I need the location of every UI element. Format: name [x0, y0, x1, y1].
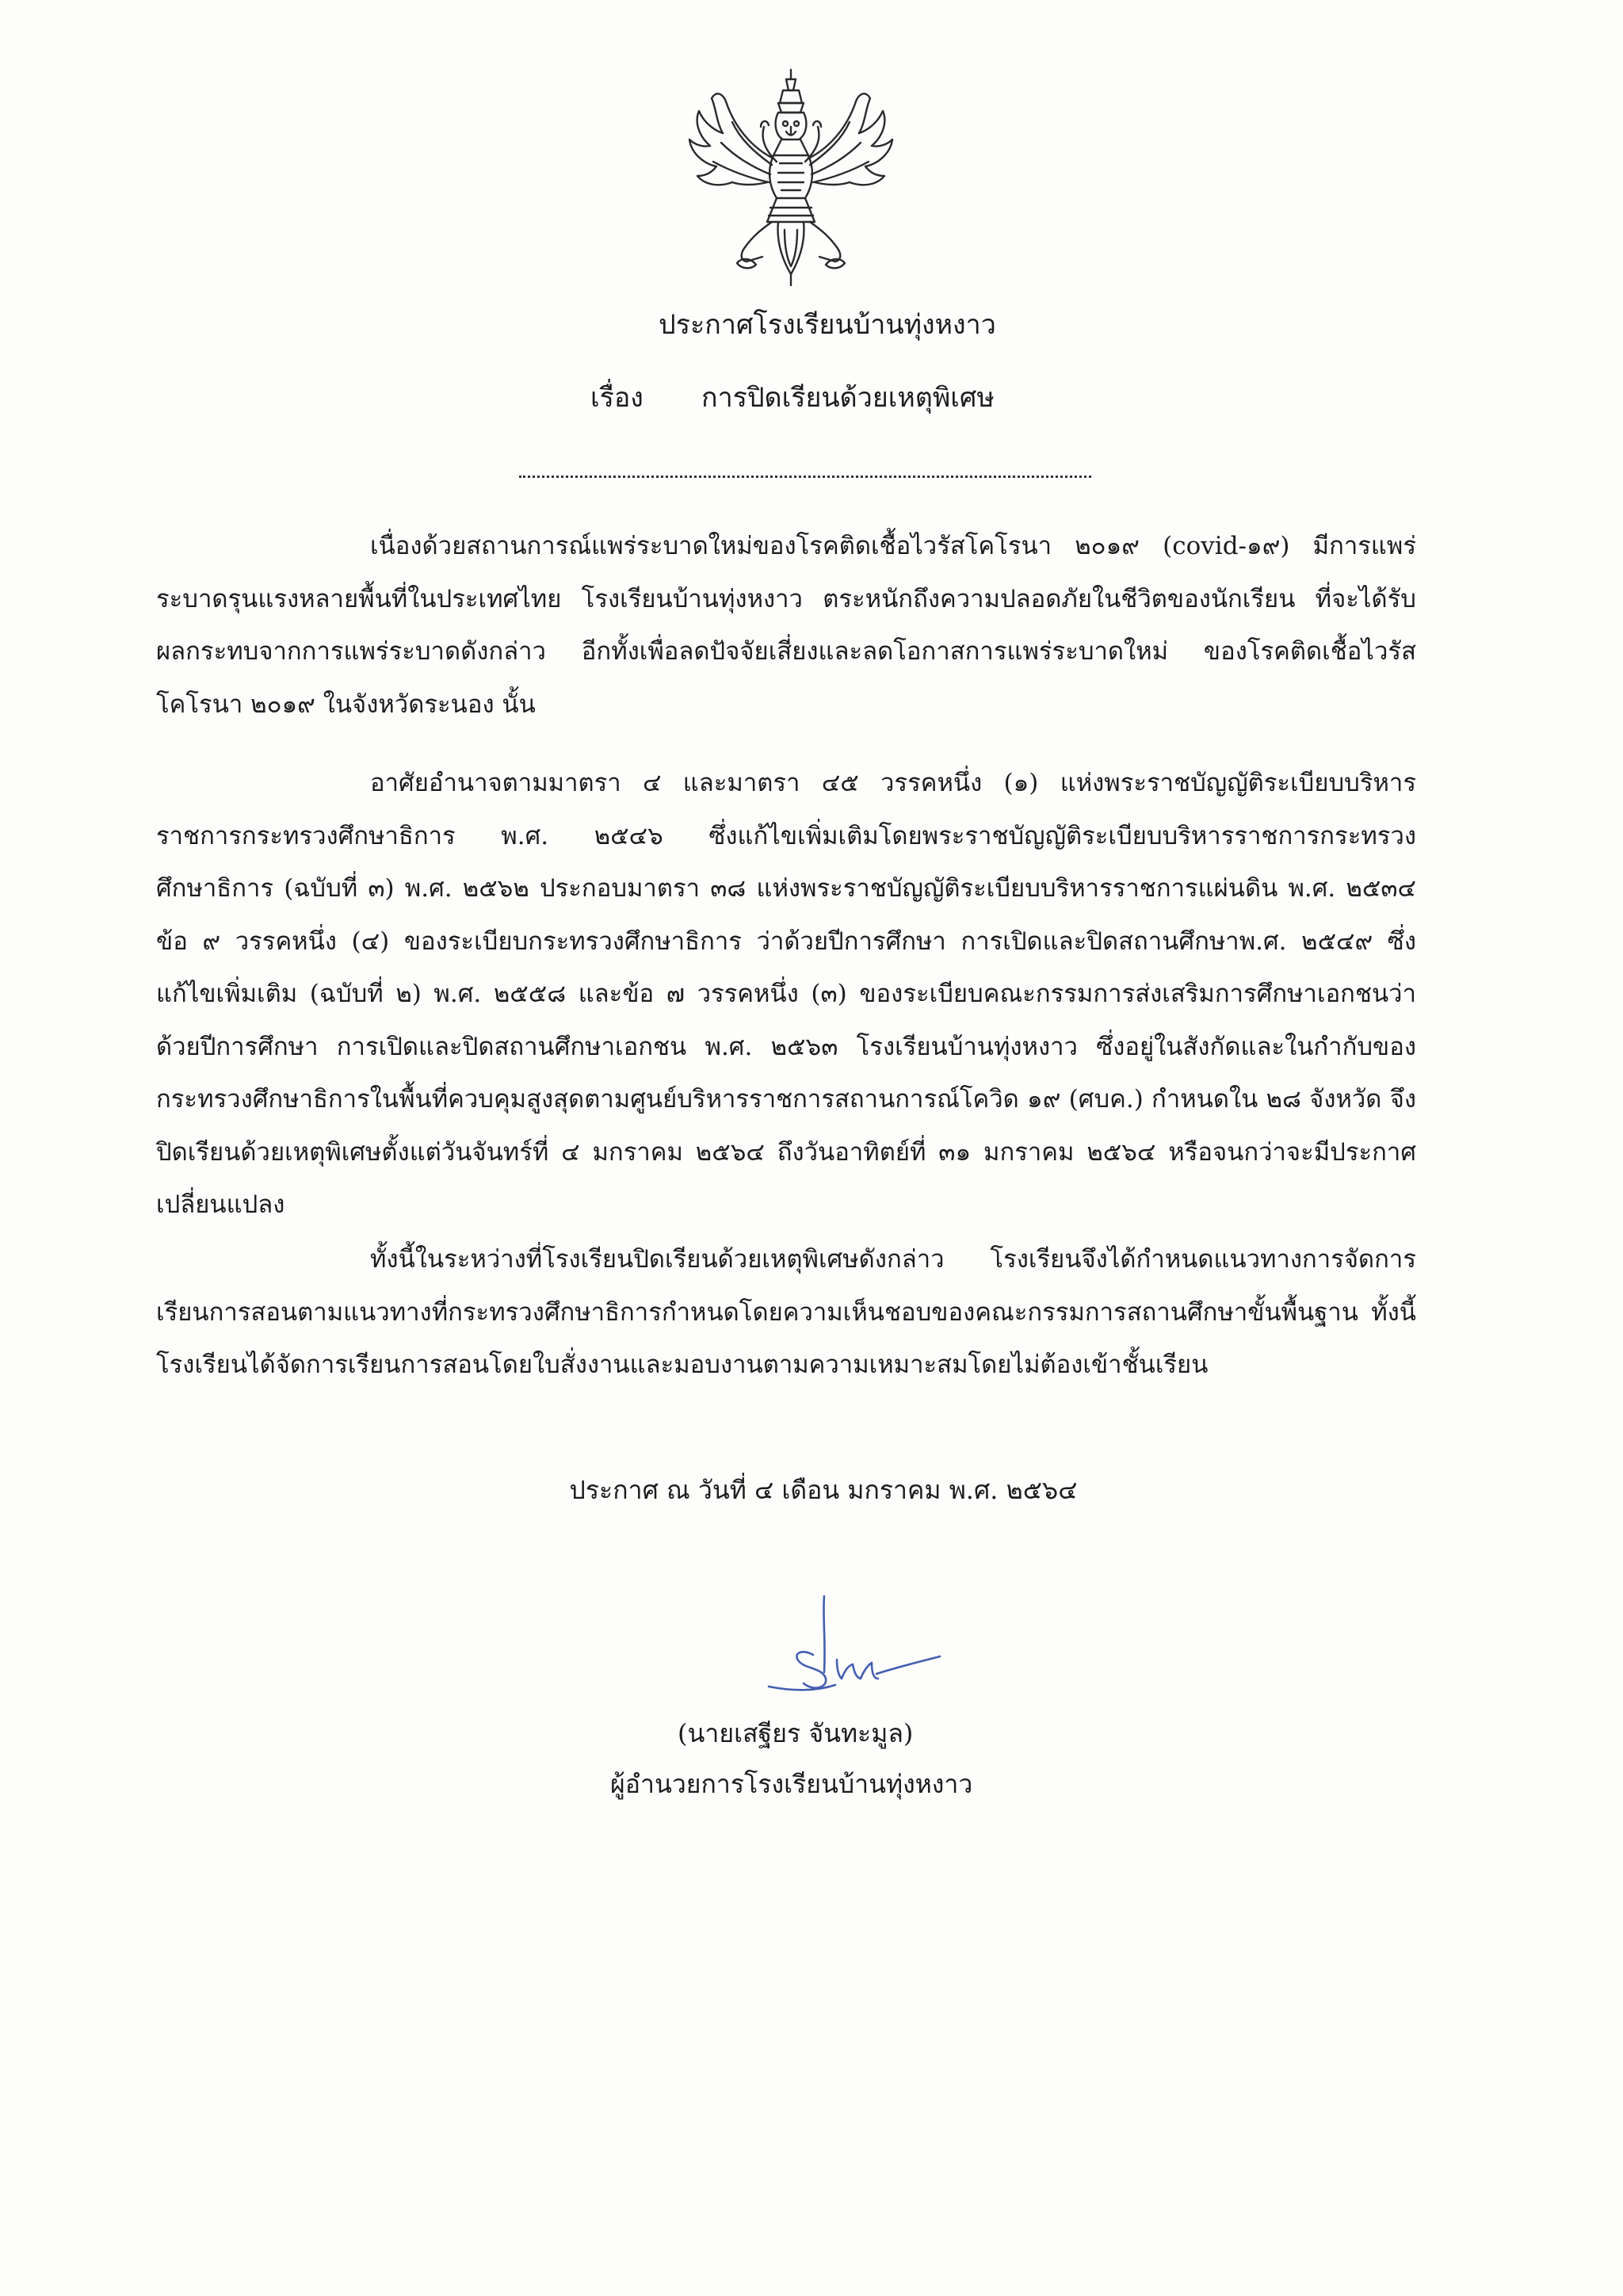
signer-title: ผู้อำนวยการโรงเรียนบ้านทุ่งหงาว	[610, 1769, 973, 1799]
announcement-title: ประกาศโรงเรียนบ้านทุ่งหงาว	[659, 309, 996, 341]
subject-label: เรื่อง	[590, 382, 643, 414]
handwritten-signature	[737, 1593, 943, 1712]
announcement-date: ประกาศ ณ วันที่ ๔ เดือน มกราคม พ.ศ. ๒๕๖๔	[569, 1475, 1078, 1505]
subject-line	[590, 376, 995, 418]
signer-name: (นายเสฐียร จันทะมูล)	[678, 1718, 914, 1748]
subject-text: การปิดเรียนด้วยเหตุพิเศษ	[701, 382, 995, 414]
garuda-emblem-icon	[685, 67, 897, 287]
paragraph-background: เนื่องด้วยสถานการณ์แพร่ระบาดใหม่ของโรคติดเชื้อไวรัสโคโรนา ๒๐๑๙ (covid-๑๙) มีการแพร่ระบาดรุนแรงหลายพื้นที่ในประเทศไทย โรงเรียนบ้านทุ่งหงาว ตระหนักถึงความปลอดภัยในชีวิตของนักเรียน ที่จะได้รับผลกระทบจากการแพร่ระบาดดังกล่าว อีกทั้งเพื่อลดปัจจัยเสี่ยงและลดโอกาสการแพร่ระบาดใหม่ ของโรคติดเชื้อไวรัสโคโรนา ๒๐๑๙ ในจังหวัดระนอง นั้น	[156, 532, 1416, 719]
paragraph-teaching-arrangement: ทั้งนี้ในระหว่างที่โรงเรียนปิดเรียนด้วยเหตุพิเศษดังกล่าว โรงเรียนจึงได้กำหนดแนวทางการจัดการเรียนการสอนตามแนวทางที่กระทรวงศึกษาธิการกำหนดโดยความเห็นชอบของคณะกรรมการสถานศึกษาขั้นพื้นฐาน ทั้งนี้โรงเรียนได้จัดการเรียนการสอนโดยใบสั่งงานและมอบงานตามความเหมาะสมโดยไม่ต้องเข้าชั้นเรียน	[156, 1245, 1416, 1379]
dotted-divider	[519, 476, 1091, 478]
paragraph-legal-authority: อาศัยอำนาจตามมาตรา ๔ และมาตรา ๔๕ วรรคหนึ่ง (๑) แห่งพระราชบัญญัติระเบียบบริหารราชการกระทรวงศึกษาธิการ พ.ศ. ๒๕๔๖ ซึ่งแก้ไขเพิ่มเติมโดยพระราชบัญญัติระเบียบบริหารราชการกระทรวงศึกษาธิการ (ฉบับที่ ๓) พ.ศ. ๒๕๖๒ ประกอบมาตรา ๓๘ แห่งพระราชบัญญัติระเบียบบริหารราชการแผ่นดิน พ.ศ. ๒๕๓๔ ข้อ ๙ วรรคหนึ่ง (๔) ของระเบียบกระทรวงศึกษาธิการ ว่าด้วยปีการศึกษา การเปิดและปิดสถานศึกษาพ.ศ. ๒๕๔๙ ซึ่งแก้ไขเพิ่มเติม (ฉบับที่ ๒) พ.ศ. ๒๕๕๘ และข้อ ๗ วรรคหนึ่ง (๓) ของระเบียบคณะกรรมการส่งเสริมการศึกษาเอกชนว่าด้วยปีการศึกษา การเปิดและปิดสถานศึกษาเอกชน พ.ศ. ๒๕๖๓ โรงเรียนบ้านทุ่งหงาว ซึ่งอยู่ในสังกัดและในกำกับของกระทรวงศึกษาธิการในพื้นที่ควบคุมสูงสุดตามศูนย์บริหารราชการสถานการณ์โควิด ๑๙ (ศบค.) กำหนดใน ๒๘ จังหวัด จึงปิดเรียนด้วยเหตุพิเศษตั้งแต่วันจันทร์ที่ ๔ มกราคม ๒๕๖๔ ถึงวันอาทิตย์ที่ ๓๑ มกราคม ๒๕๖๔ หรือจนกว่าจะมีประกาศเปลี่ยนแปลง	[156, 769, 1416, 1219]
